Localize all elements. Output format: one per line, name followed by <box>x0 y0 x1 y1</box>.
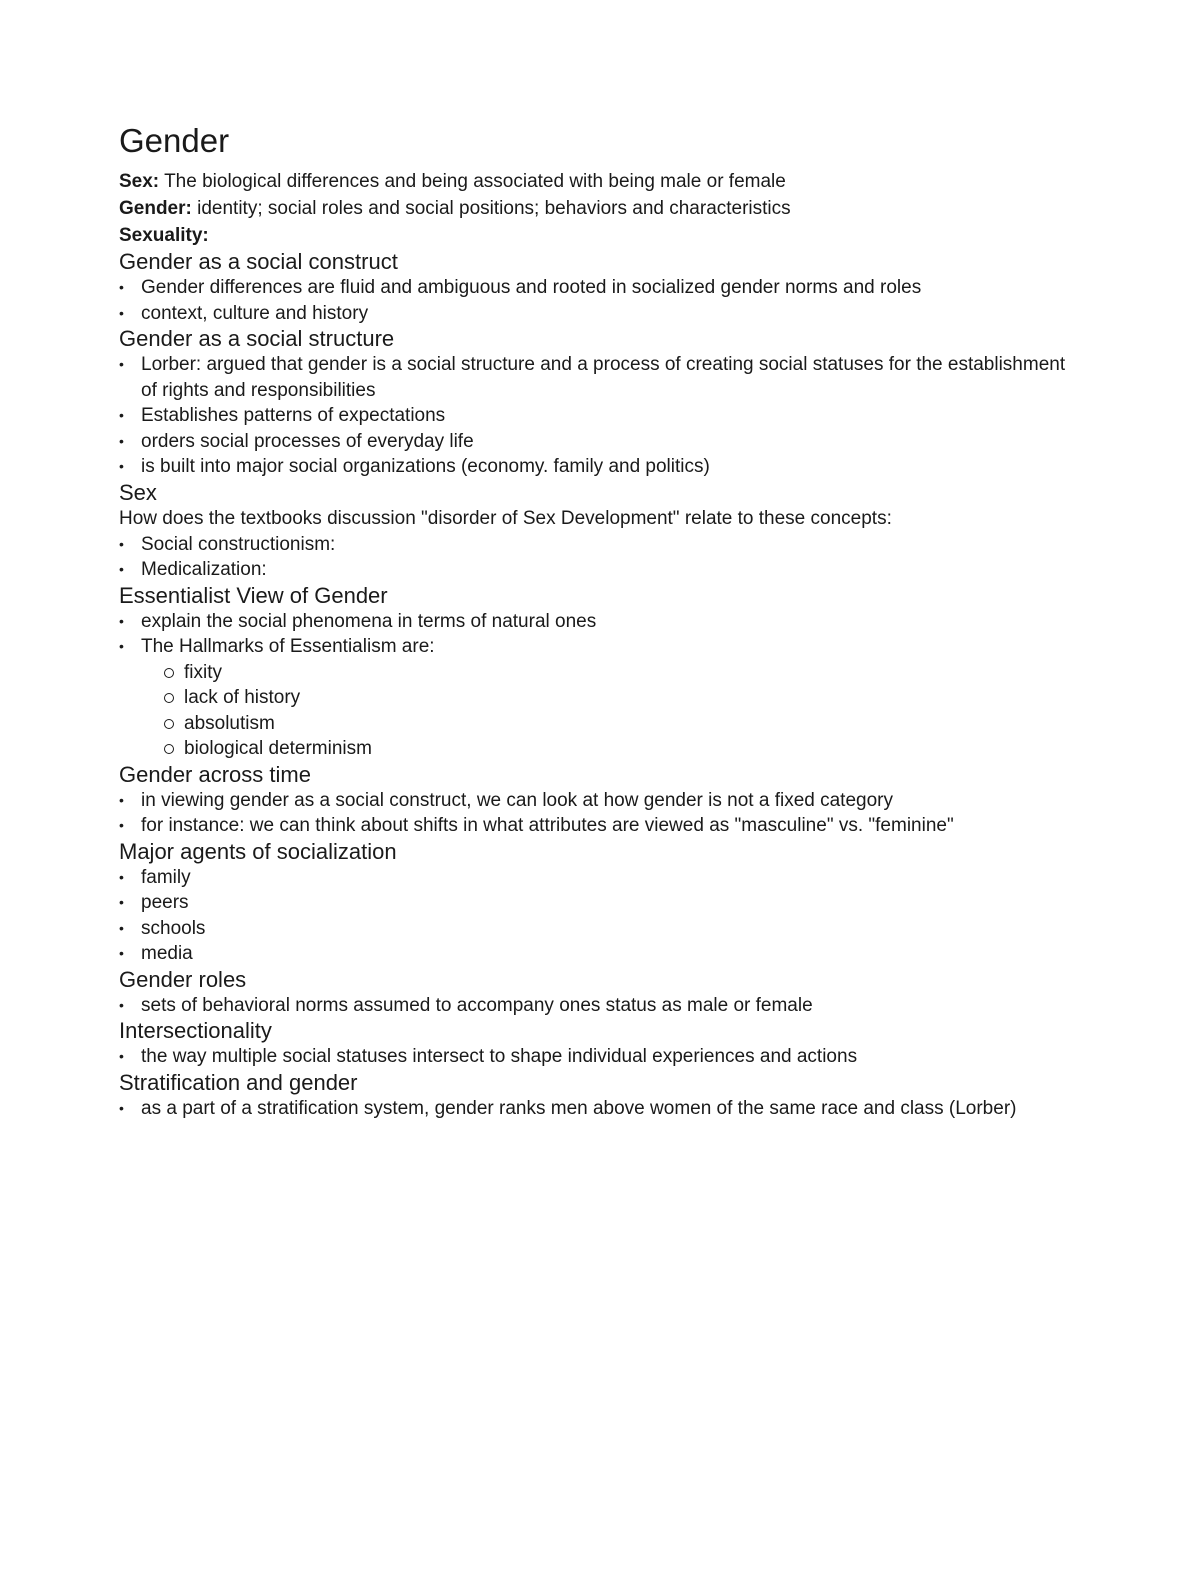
definition-text: identity; social roles and social positions; behaviors and characteristics <box>191 198 791 219</box>
sub-list-item: biological determinism <box>162 736 1079 762</box>
definition-sexuality <box>119 222 1079 249</box>
list-item: • Gender differences are fluid and ambiguous and rooted in socialized gender norms and roles <box>119 275 1079 301</box>
bullet-list <box>119 1044 1079 1070</box>
bullet-icon: • <box>119 945 124 961</box>
list-item: • sets of behavioral norms assumed to accompany ones status as male or female <box>119 993 1079 1019</box>
section-heading-social-construct: Gender as a social construct <box>119 249 398 274</box>
list-item: • explain the social phenomena in terms of natural ones <box>119 609 1079 635</box>
bullet-icon: • <box>119 612 124 629</box>
section-heading-stratification: Stratification and gender <box>119 1069 358 1095</box>
bullet-icon: • <box>119 304 124 321</box>
bullet-icon: • <box>119 535 124 552</box>
bullet-list <box>119 993 1079 1019</box>
list-item: • orders social processes of everyday life <box>119 429 1079 455</box>
bullet-icon: • <box>119 791 124 808</box>
section-heading-gender-across-time: Gender across time <box>119 761 311 787</box>
bullet-icon: • <box>119 561 124 577</box>
definition-text: The biological differences and being associated with being male or female <box>159 171 786 192</box>
bullet-icon: • <box>119 996 124 1013</box>
bullet-list <box>119 865 1079 967</box>
bullet-icon: • <box>119 868 124 885</box>
definition-sex <box>119 168 1079 195</box>
definition-term: Sexuality: <box>119 225 209 246</box>
hollow-circle-bullet-icon <box>164 719 174 729</box>
bullet-icon: • <box>119 458 124 474</box>
bullet-icon: • <box>119 1048 124 1064</box>
bullet-list <box>119 275 1079 326</box>
bullet-icon: • <box>119 919 124 936</box>
bullet-list <box>119 788 1079 839</box>
list-item: • media <box>119 941 1079 967</box>
list-item: • Medicalization: <box>119 557 1079 583</box>
bullet-icon: • <box>119 894 124 910</box>
list-item: • The Hallmarks of Essentialism are: <box>119 634 1079 660</box>
bullet-icon: • <box>119 356 124 372</box>
section-heading-agents-of-socialization: Major agents of socialization <box>119 838 397 864</box>
bullet-icon: • <box>119 1099 124 1116</box>
list-item: • as a part of a stratification system, gender ranks men above women of the same race and class (Lorber) <box>119 1096 1079 1122</box>
section-heading-sex: Sex <box>119 479 157 505</box>
bullet-list <box>119 352 1079 480</box>
list-item: • for instance: we can think about shifts in what attributes are viewed as "masculine" vs. "feminine" <box>119 813 1079 839</box>
definition-term: Gender: <box>119 198 192 219</box>
list-item: • family <box>119 865 1079 891</box>
list-item: • schools <box>119 916 1079 942</box>
section-heading-social-structure: Gender as a social structure <box>119 326 395 351</box>
bullet-list <box>119 609 1079 660</box>
section-heading-essentialist-view: Essentialist View of Gender <box>119 582 388 608</box>
bullet-icon: • <box>119 817 124 833</box>
sub-bullet-list <box>119 660 1079 762</box>
hollow-circle-bullet-icon <box>164 668 174 678</box>
sub-list-item: lack of history <box>162 685 1079 711</box>
bullet-icon: • <box>119 432 124 449</box>
bullet-icon: • <box>119 638 124 654</box>
bullet-icon: • <box>119 407 124 423</box>
definition-term: Sex: <box>119 171 160 192</box>
hollow-circle-bullet-icon <box>164 693 174 703</box>
section-paragraph: How does the textbooks discussion "disorder of Sex Development" relate to these concepts: <box>119 507 892 529</box>
list-item: • Establishes patterns of expectations <box>119 403 1079 429</box>
sub-list-item: fixity <box>162 660 1079 686</box>
sub-list-item: absolutism <box>162 711 1079 737</box>
list-item: • the way multiple social statuses intersect to shape individual experiences and actions <box>119 1044 1079 1070</box>
bullet-list <box>119 532 1079 583</box>
bullet-list <box>119 1096 1079 1122</box>
section-heading-gender-roles: Gender roles <box>119 966 247 992</box>
list-item: • context, culture and history <box>119 301 1079 327</box>
list-item: • in viewing gender as a social construct, we can look at how gender is not a fixed category <box>119 788 1079 814</box>
list-item: • Lorber: argued that gender is a social structure and a process of creating social statuses for the establishment of rights and responsibilities <box>119 354 1066 401</box>
list-item: • is built into major social organizations (economy. family and politics) <box>119 454 1079 480</box>
section-heading-intersectionality: Intersectionality <box>119 1018 272 1043</box>
document-body <box>119 122 1079 1121</box>
definition-gender <box>119 195 1079 222</box>
hollow-circle-bullet-icon <box>164 744 174 754</box>
list-item: • peers <box>119 890 1079 916</box>
bullet-icon: • <box>119 279 124 295</box>
list-item: • Social constructionism: <box>119 532 1079 558</box>
document-title: Gender <box>119 122 230 159</box>
